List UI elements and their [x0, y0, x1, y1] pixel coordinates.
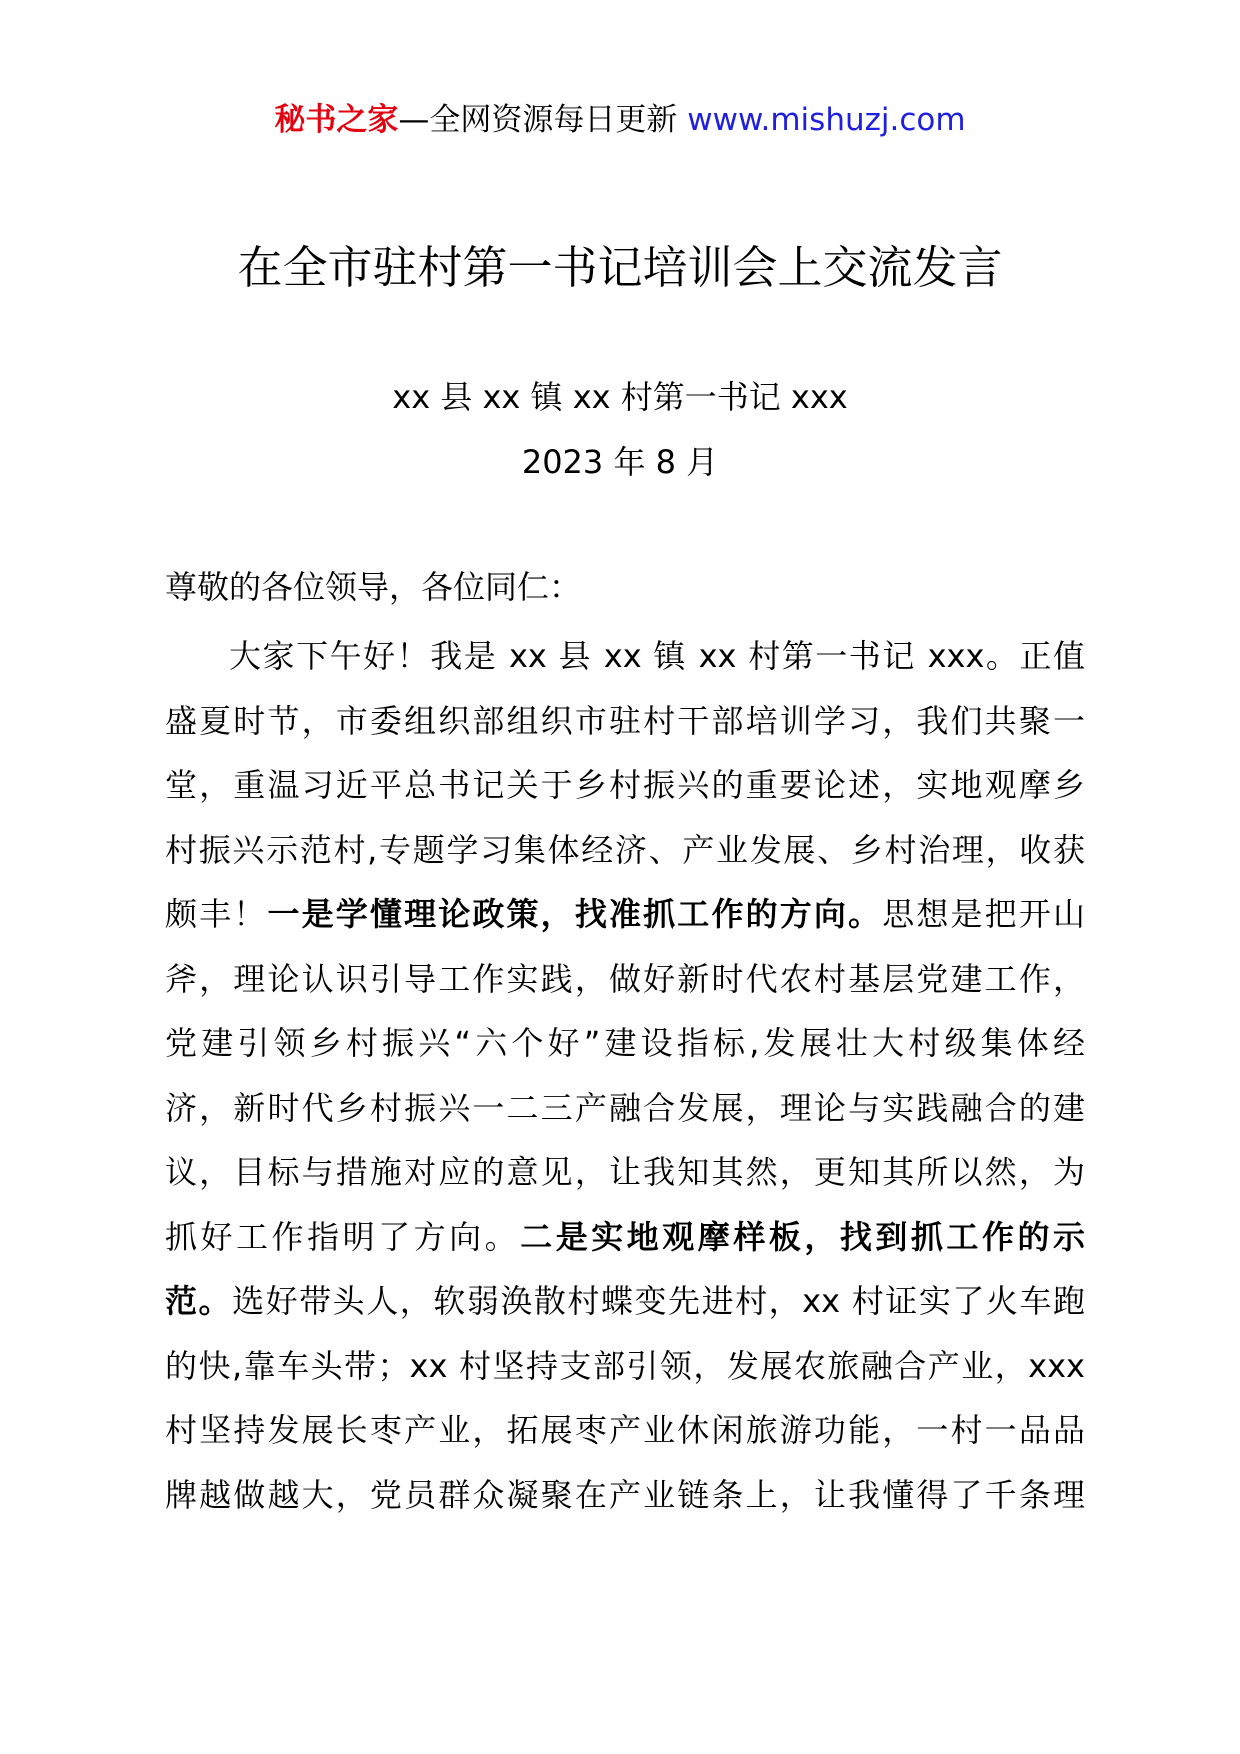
- site-header-banner: [0, 98, 1240, 142]
- body-line: 济，新时代乡村振兴一二三产融合发展，理论与实践融合的建: [165, 1088, 1085, 1127]
- body-line: 村坚持发展长枣产业，拓展枣产业休闲旅游功能，一村一品品: [165, 1411, 1085, 1449]
- body-line: 堂，重温习近平总书记关于乡村振兴的重要论述，实地观摩乡: [165, 766, 1085, 804]
- body-line: [165, 1205, 1085, 1270]
- bold-heading-2: 二是实地观摩样板，找到抓工作的示: [520, 1217, 1085, 1256]
- salutation: 尊敬的各位领导，各位同仁：: [165, 568, 582, 606]
- body-line: [165, 882, 1085, 947]
- body-text-span: 抓好工作指明了方向。: [165, 1217, 521, 1256]
- body-text-span: 选好带头人，软弱涣散村蝶变先进村，xx 村证实了火车跑: [232, 1282, 1085, 1320]
- site-url-link[interactable]: www.mishuzj.com: [687, 102, 966, 138]
- body-line: [165, 1269, 1085, 1334]
- body-line: 议，目标与措施对应的意见，让我知其然，更知其所以然，为: [165, 1153, 1085, 1191]
- body-line: 盛夏时节，市委组织部组织市驻村干部培训学习，我们共聚一: [165, 701, 1085, 740]
- body-paragraph: [165, 624, 1085, 1527]
- body-text-span: 思想是把开山: [882, 895, 1085, 933]
- body-line: 村振兴示范村,专题学习集体经济、产业发展、乡村治理，收获: [165, 830, 1085, 869]
- bold-heading-2-end: 范。: [165, 1282, 233, 1320]
- body-line: 大家下午好！我是 xx 县 xx 镇 xx 村第一书记 xxx。正值: [229, 637, 1085, 675]
- body-line: 牌越做越大，党员群众凝聚在产业链条上，让我懂得了千条理: [165, 1475, 1085, 1514]
- body-line: 的快,靠车头带；xx 村坚持支部引领，发展农旅融合产业，xxx: [165, 1346, 1085, 1385]
- body-line: 党建引领乡村振兴“六个好”建设指标,发展壮大村级集体经: [165, 1024, 1085, 1062]
- header-slogan: —全网资源每日更新: [398, 102, 688, 138]
- brand-name: 秘书之家: [274, 102, 399, 138]
- bold-heading-1: 一是学懂理论政策，找准抓工作的方向。: [267, 895, 883, 933]
- body-line: 斧，理论认识引导工作实践，做好新时代农村基层党建工作，: [165, 959, 1085, 998]
- document-title: 在全市驻村第一书记培训会上交流发言: [237, 241, 1003, 294]
- body-text-span: 颇丰！: [165, 895, 268, 933]
- document-date: 2023 年 8 月: [521, 443, 719, 481]
- author-byline: xx 县 xx 镇 xx 村第一书记 xxx: [392, 378, 848, 416]
